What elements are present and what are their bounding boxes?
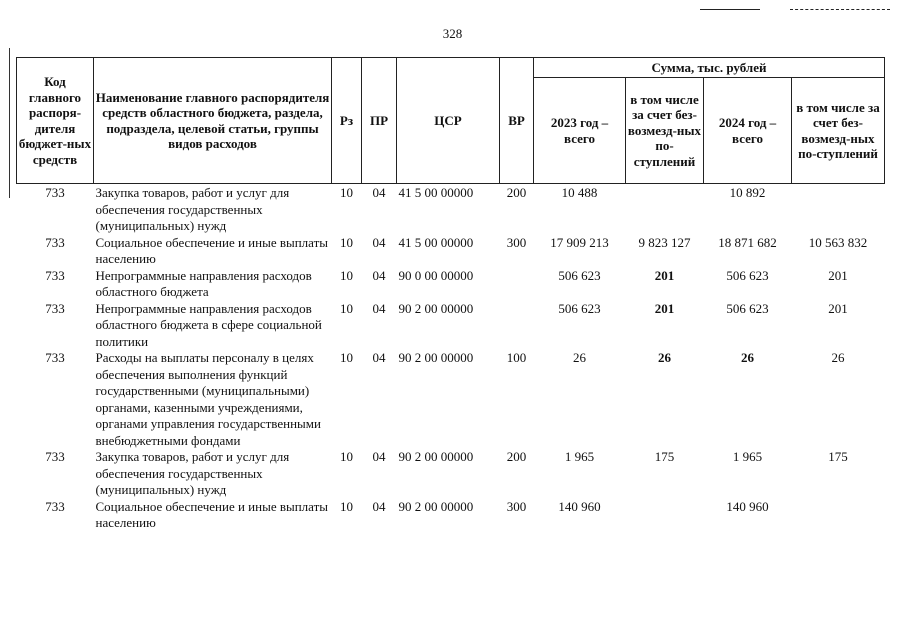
- cell-2023-total: 17 909 213: [550, 234, 609, 250]
- cell-vr: 200: [506, 449, 527, 464]
- cell-pr: 04: [372, 350, 386, 365]
- cell-vr: [500, 268, 534, 301]
- cell-csr: 90 2 00 00000: [398, 498, 474, 514]
- cell-pr: 04: [372, 234, 386, 250]
- cell-vr: 300: [506, 234, 527, 250]
- cell-rz: 10: [340, 498, 353, 514]
- cell-pr: 04: [372, 449, 386, 464]
- cell-pr: 04: [372, 185, 386, 200]
- cell-2023-total: 506 623: [558, 267, 601, 283]
- header-pr: ПР: [362, 58, 397, 184]
- cell-2024-total: 506 623: [726, 267, 769, 283]
- cell-csr: 41 5 00 00000: [398, 185, 474, 200]
- cell-2023-total: 10 488: [561, 185, 598, 200]
- cell-2023-grants: 201: [654, 300, 675, 316]
- cell-pr: 04: [372, 267, 386, 283]
- page-number: 328: [442, 26, 463, 41]
- cell-name: Социальное обеспечение и иные выплаты населению: [95, 234, 329, 266]
- cell-code: 733: [45, 185, 65, 200]
- header-2024-grants: в том числе за счет без-возмезд-ных по-ступлений: [792, 78, 885, 184]
- header-2023-total: 2023 год – всего: [534, 78, 626, 184]
- cell-2023-grants: 9 823 127: [638, 234, 691, 250]
- cell-rz: 10: [340, 185, 353, 200]
- cell-vr: [500, 301, 534, 351]
- scan-edge-line: [9, 48, 10, 198]
- cell-code: 733: [45, 300, 65, 316]
- cell-rz: 10: [340, 267, 353, 283]
- cell-rz: 10: [340, 300, 353, 316]
- cell-vr: 100: [506, 350, 527, 365]
- cell-2023-total: 1 965: [564, 449, 595, 464]
- cell-name: Закупка товаров, работ и услуг для обеспечения государственных (муниципальных) нужд: [95, 449, 290, 497]
- cell-2023-total: 506 623: [558, 300, 601, 316]
- cell-csr: 41 5 00 00000: [398, 234, 474, 250]
- cell-vr: 300: [506, 498, 527, 514]
- cell-2024-total: 506 623: [726, 300, 769, 316]
- cell-2024-total: 140 960: [726, 498, 769, 514]
- cell-2024-grants: [792, 184, 885, 235]
- cell-2024-grants: [792, 499, 885, 532]
- cell-name: Расходы на выплаты персоналу в целях обеспечения выполнения функций государственными (муниципальными) органами, казенными учреждениями, органами управления государственными внебюджетными фондами: [95, 350, 321, 448]
- cell-2024-total: 18 871 682: [718, 234, 777, 250]
- scan-artifact-line: [790, 9, 890, 10]
- cell-rz: 10: [340, 350, 353, 365]
- header-code: Код главного распоря-дителя бюджет-ных средств: [17, 58, 94, 184]
- header-sum-group: Сумма, тыс. рублей: [534, 58, 885, 78]
- cell-2024-grants: 10 563 832: [808, 234, 868, 250]
- table-row: [17, 268, 885, 301]
- budget-table: [16, 57, 885, 532]
- cell-name: Непрограммные направления расходов областного бюджета в сфере социальной политики: [95, 300, 322, 349]
- cell-vr: 200: [506, 185, 527, 200]
- cell-2023-grants: 175: [654, 449, 675, 464]
- cell-2023-grants: [626, 499, 704, 532]
- cell-2024-grants: 201: [828, 300, 848, 316]
- cell-2023-grants: [626, 184, 704, 235]
- cell-code: 733: [45, 267, 65, 283]
- cell-rz: 10: [340, 234, 353, 250]
- cell-name: Закупка товаров, работ и услуг для обеспечения государственных (муниципальных) нужд: [95, 185, 290, 233]
- cell-pr: 04: [372, 300, 386, 316]
- table-row: [17, 235, 885, 268]
- cell-2024-grants: 175: [828, 449, 848, 464]
- cell-2024-total: 26: [741, 350, 754, 365]
- header-rz: Рз: [332, 58, 362, 184]
- scan-artifact-line: [700, 9, 760, 10]
- cell-2024-total: 1 965: [732, 449, 763, 464]
- header-2023-grants: в том числе за счет без-возмезд-ных по-ступлений: [626, 78, 704, 184]
- header-vr: ВР: [500, 58, 534, 184]
- cell-csr: 90 2 00 00000: [398, 350, 474, 365]
- cell-code: 733: [45, 234, 65, 250]
- header-2024-total: 2024 год – всего: [704, 78, 792, 184]
- cell-name: Непрограммные направления расходов областного бюджета: [95, 267, 312, 299]
- cell-2024-grants: 26: [831, 350, 845, 365]
- cell-2024-grants: 201: [828, 267, 848, 283]
- cell-csr: 90 2 00 00000: [398, 300, 474, 316]
- table-row: [17, 499, 885, 532]
- cell-2023-grants: 26: [658, 350, 671, 365]
- cell-2023-total: 26: [573, 350, 586, 365]
- table-row: [17, 184, 885, 235]
- cell-code: 733: [45, 449, 65, 464]
- header-csr: ЦСР: [397, 58, 500, 184]
- cell-code: 733: [45, 350, 65, 365]
- table-row: [17, 449, 885, 499]
- cell-rz: 10: [340, 449, 353, 464]
- cell-name: Социальное обеспечение и иные выплаты населению: [95, 498, 329, 530]
- cell-2023-grants: 201: [654, 267, 675, 283]
- cell-csr: 90 0 00 00000: [398, 267, 474, 283]
- header-name: Наименование главного распорядителя средств областного бюджета, раздела, подраздела, целевой статьи, группы видов расходов: [94, 58, 332, 184]
- cell-csr: 90 2 00 00000: [398, 449, 474, 464]
- table-row: [17, 301, 885, 351]
- cell-code: 733: [45, 498, 65, 514]
- cell-2023-total: 140 960: [558, 498, 601, 514]
- cell-2024-total: 10 892: [729, 185, 766, 200]
- table-row: [17, 350, 885, 449]
- cell-pr: 04: [372, 498, 386, 514]
